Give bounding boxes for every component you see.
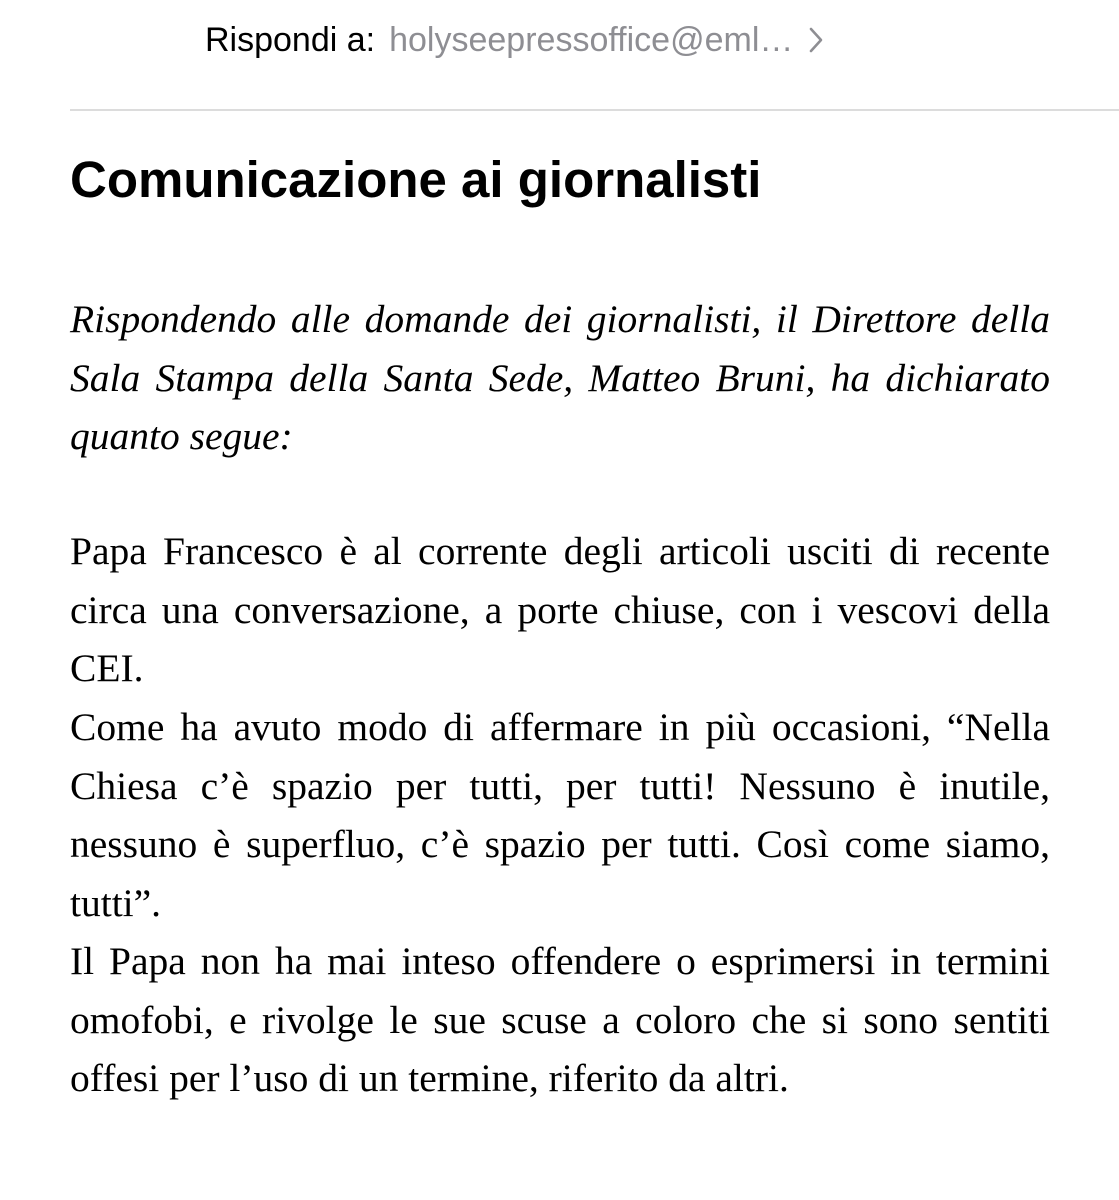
email-subject: Comunicazione ai giornalisti [70, 151, 762, 208]
body-paragraph: Come ha avuto modo di affermare in più occasioni, “Nella Chiesa c’è spazio per tutti, per tutti! Nessuno è inutile, nessuno è superfluo, c’è spazio per tutti. Così come siamo, tutti”. [70, 705, 1050, 925]
body-paragraph: Il Papa non ha mai inteso offendere o esprimersi in termini omofobi, e rivolge le sue scuse a coloro che si sono sentiti offesi per l’uso di un termine, riferito da altri. [70, 939, 1050, 1100]
reply-to-address[interactable]: holyseepressoffice@eml… [389, 20, 794, 59]
intro-paragraph: Rispondendo alle domande dei giornalisti, il Direttore della Sala Stampa della Santa Sede, Matteo Bruni, ha dichiarato quanto segue: [70, 297, 1050, 458]
header-divider [70, 109, 1119, 111]
reply-to-row[interactable] [205, 14, 823, 66]
reply-to-label: Rispondi a: [205, 20, 376, 59]
body-paragraph: Papa Francesco è al corrente degli articoli usciti di recente circa una conversazione, a porte chiuse, con i vescovi della CEI. [70, 529, 1050, 690]
chevron-right-icon[interactable] [809, 27, 823, 53]
